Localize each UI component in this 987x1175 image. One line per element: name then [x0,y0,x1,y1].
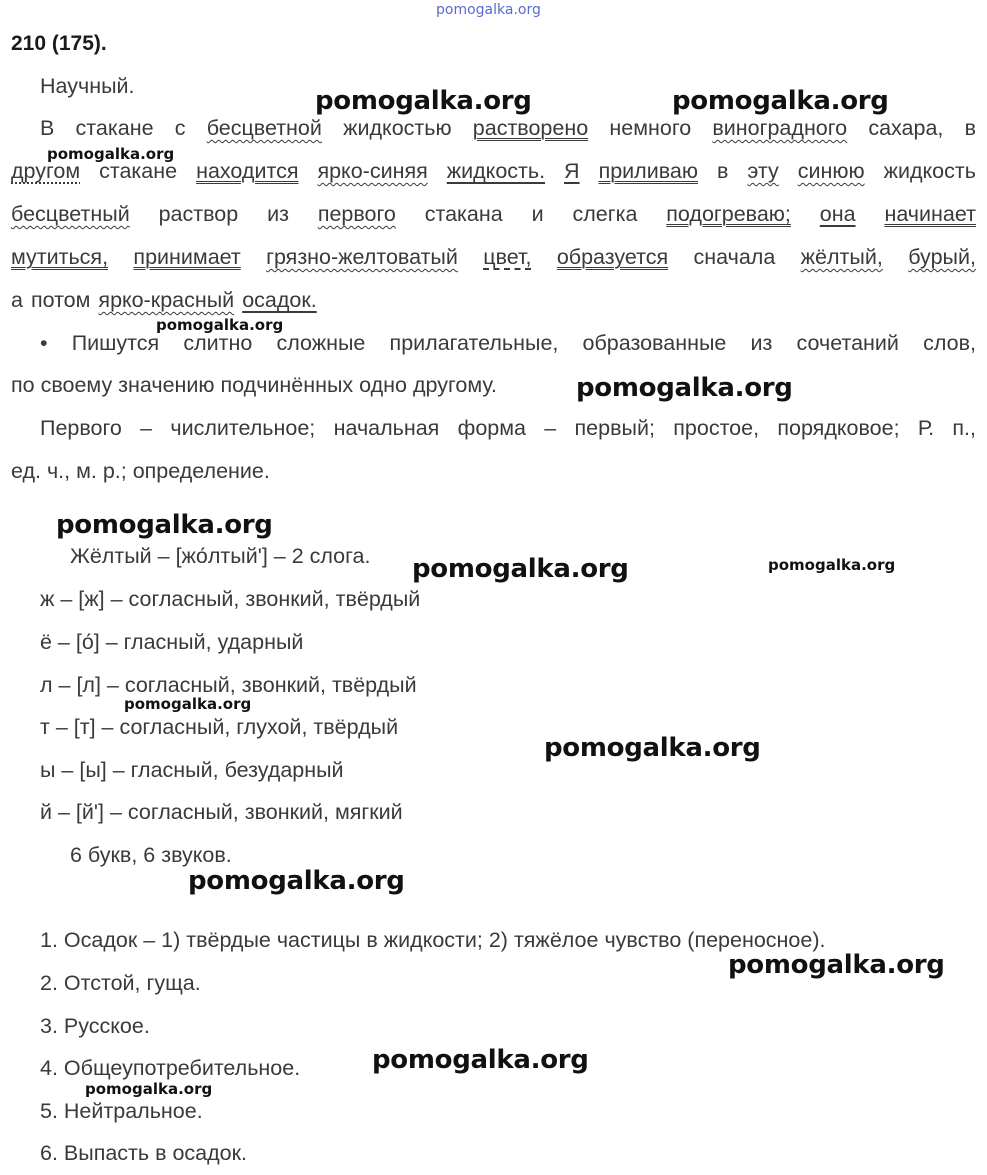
watermark: pomogalka.org [56,510,273,540]
word-predicate: принимает [133,245,241,269]
answer-item: 2. Отстой, гуща. [40,971,201,995]
text-line-4 [11,245,976,270]
text-line-5 [11,288,317,313]
watermark: pomogalka.org [672,86,889,116]
answer-item: 4. Общеупотребительное. [40,1056,301,1080]
text-line-3 [11,202,976,227]
watermark: pomogalka.org [768,556,896,574]
word-attribute: грязно-желтоватый [266,245,458,269]
word: сахара, [868,116,944,140]
watermark: pomogalka.org [576,373,793,403]
word-attribute: первого [317,202,396,226]
word: стакане [99,159,178,183]
word: жидкостью [343,116,452,140]
word-adverbial: другом [11,159,81,183]
watermark: pomogalka.org [85,1080,213,1098]
answer-item: 1. Осадок – 1) твёрдые частицы в жидкости; 2) тяжёлое чувство (переносное). [40,928,826,952]
phonetic-sound-row: ж – [ж] – согласный, звонкий, твёрдый [40,587,421,611]
word-attribute: бесцветный [11,202,130,226]
word: в [964,116,976,140]
word-subject: она [819,202,856,226]
style-label: Научный. [40,74,135,98]
word-attribute: жёлтый, [800,245,883,269]
word: стакана [424,202,503,226]
word-object: цвет, [483,245,532,269]
word: потом [30,288,91,312]
word: и [531,202,544,226]
watermark: pomogalka.org [412,554,629,584]
watermark: pomogalka.org [315,86,532,116]
word: из [267,202,289,226]
word: в [716,159,729,183]
phonetic-sound-row: ё – [о́] – гласный, ударный [40,630,304,654]
word: немного [609,116,692,140]
word-predicate: начинает [884,202,976,226]
word: с [174,116,186,140]
word: раствор [158,202,239,226]
watermark: pomogalka.org [47,145,175,163]
word-subject: жидкость. [446,159,546,183]
answer-item: 3. Русское. [40,1014,150,1038]
watermark: pomogalka.org [544,733,761,763]
phonetic-sound-row: т – [т] – согласный, глухой, твёрдый [40,715,399,739]
word-predicate: находится [196,159,299,183]
phonetic-sound-row: ы – [ы] – гласный, безударный [40,758,344,782]
word-predicate: образуется [556,245,669,269]
watermark: pomogalka.org [124,695,252,713]
watermark: pomogalka.org [188,866,405,896]
word-predicate: приливаю [598,159,698,183]
phonetic-title: Жёлтый – [жо́лтый'] – 2 слога. [70,544,371,568]
watermark: pomogalka.org [156,316,284,334]
watermark: pomogalka.org [728,950,945,980]
word: жидкость [883,159,976,183]
watermark-top: pomogalka.org [436,2,541,18]
word-predicate: растворено [472,116,589,140]
word: а [11,288,23,312]
word-attribute: ярко-синяя [317,159,428,183]
word-subject: осадок. [242,288,317,312]
morph-line-1: Первого – числительное; начальная форма – первый; простое, порядковое; Р. п., [40,416,976,440]
text-line-1 [40,116,976,141]
phonetic-sound-row: й – [й'] – согласный, звонкий, мягкий [40,800,403,824]
answer-item: 5. Нейтральное. [40,1099,203,1123]
word-attribute: эту [747,159,779,183]
word-attribute: бесцветной [206,116,322,140]
watermark: pomogalka.org [372,1045,589,1075]
word: сначала [693,245,776,269]
word-attribute: бурый, [908,245,976,269]
word-subject: Я [564,159,580,183]
word: слегка [572,202,638,226]
morph-line-2: ед. ч., м. р.; определение. [11,459,270,483]
word-predicate: подогреваю; [666,202,791,226]
word: В [40,116,55,140]
phonetic-summary: 6 букв, 6 звуков. [70,843,232,867]
answer-item: 6. Выпасть в осадок. [40,1141,248,1165]
phonetic-sound-row: л – [л] – согласный, звонкий, твёрдый [40,673,417,697]
word-attribute: синюю [797,159,865,183]
note-line-1: • Пишутся слитно сложные прилагательные, образованные из сочетаний слов, [40,331,976,355]
word: стакане [75,116,154,140]
word-predicate: мутиться, [11,245,109,269]
exercise-number: 210 (175). [11,32,107,55]
note-line-2: по своему значению подчинённых одно другому. [11,373,497,397]
word-attribute: виноградного [712,116,848,140]
word-attribute: ярко-красный [98,288,235,312]
